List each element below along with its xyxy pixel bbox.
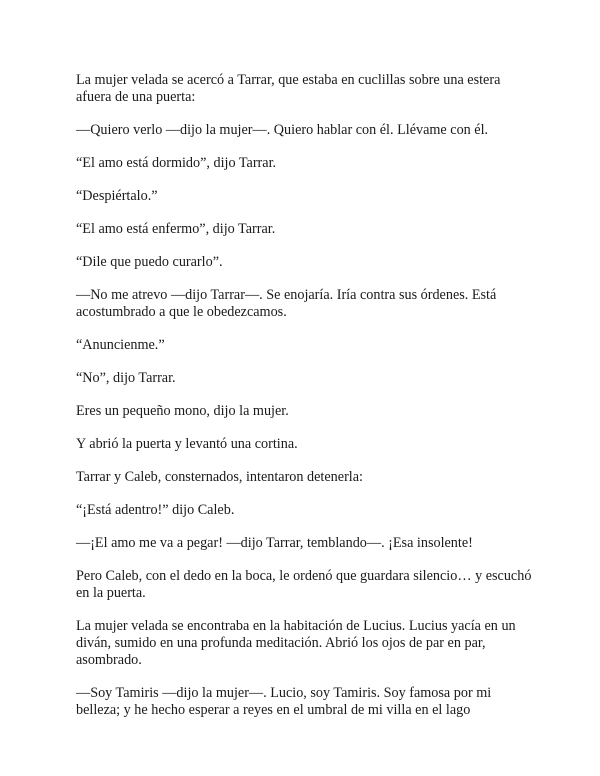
paragraph-6: “Dile que puedo curarlo”. [76,254,223,270]
paragraph-4: “Despiértalo.” [76,188,158,204]
document-body [76,72,536,735]
paragraph-17: —Soy Tamiris —dijo la mujer—. Lucio, soy Tamiris. Soy famosa por mi belleza; y he hecho esperar a reyes en el umbral de mi villa en el lago [76,685,492,718]
paragraph-12: Tarrar y Caleb, consternados, intentaron detenerla: [76,469,363,485]
paragraph-16: La mujer velada se encontraba en la habitación de Lucius. Lucius yacía en un diván, sumido en una profunda meditación. Abrió los ojos de par en par, asombrado. [76,618,516,668]
paragraph-10: Eres un pequeño mono, dijo la mujer. [76,403,289,419]
paragraph-13: “¡Está adentro!” dijo Caleb. [76,502,235,518]
paragraph-2: —Quiero verlo —dijo la mujer—. Quiero hablar con él. Llévame con él. [76,122,489,138]
paragraph-7: —No me atrevo —dijo Tarrar—. Se enojaría. Iría contra sus órdenes. Está acostumbrado a que le obedezcamos. [76,287,497,320]
paragraph-15: Pero Caleb, con el dedo en la boca, le ordenó que guardara silencio… y escuchó en la puerta. [76,568,532,601]
paragraph-9: “No”, dijo Tarrar. [76,370,176,386]
paragraph-3: “El amo está dormido”, dijo Tarrar. [76,155,277,171]
paragraph-11: Y abrió la puerta y levantó una cortina. [76,436,298,452]
paragraph-14: —¡El amo me va a pegar! —dijo Tarrar, temblando—. ¡Esa insolente! [76,535,473,551]
paragraph-5: “El amo está enfermo”, dijo Tarrar. [76,221,276,237]
paragraph-8: “Anuncienme.” [76,337,165,353]
paragraph-1: La mujer velada se acercó a Tarrar, que estaba en cuclillas sobre una estera afuera de una puerta: [76,72,501,105]
